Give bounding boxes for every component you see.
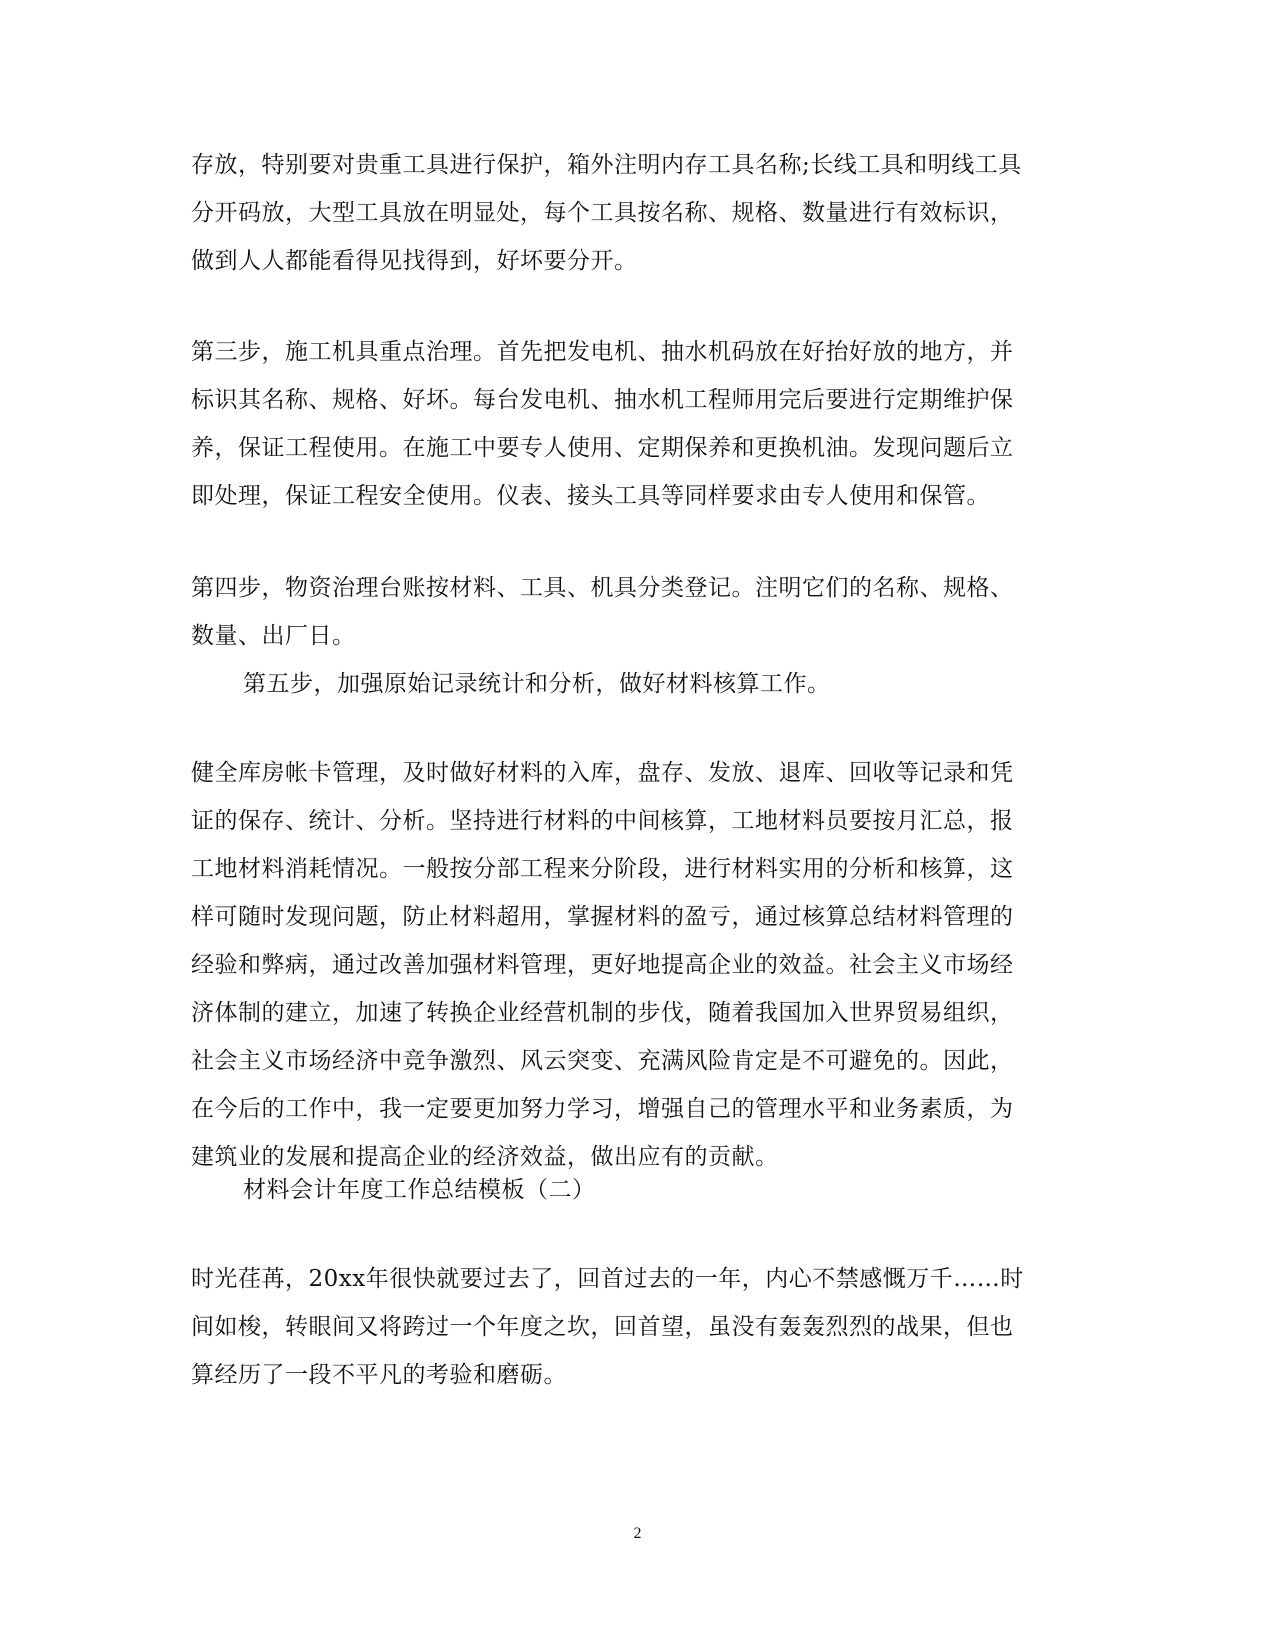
paragraph-warehouse-management [191, 749, 1091, 1181]
text-line: 养，保证工程使用。在施工中要专人使用、定期保养和更换机油。发现问题后立 [191, 435, 1014, 461]
text-line: 标识其名称、规格、好坏。每台发电机、抽水机工程师用完后要进行定期维护保 [191, 387, 1014, 413]
text-line: 工地材料消耗情况。一般按分部工程来分阶段，进行材料实用的分析和核算，这 [191, 856, 1014, 882]
page-number: 2 [633, 1525, 642, 1542]
text-line: 材料会计年度工作总结模板（二） [243, 1177, 596, 1203]
text-line: 建筑业的发展和提高企业的经济效益，做出应有的贡献。 [191, 1144, 779, 1170]
text-line: 分开码放，大型工具放在明显处，每个工具按名称、规格、数量进行有效标识， [191, 200, 1014, 226]
text-line: 第四步，物资治理台账按材料、工具、机具分类登记。注明它们的名称、规格、 [191, 575, 1014, 601]
text-line: 即处理，保证工程安全使用。仪表、接头工具等同样要求由专人使用和保管。 [191, 483, 990, 509]
text-line: 社会主义市场经济中竞争激烈、风云突变、充满风险肯定是不可避免的。因此， [191, 1048, 1014, 1074]
text-line: 样可随时发现问题，防止材料超用，掌握材料的盈亏，通过核算总结材料管理的 [191, 904, 1014, 930]
section-heading [243, 1166, 1143, 1214]
text-line: 第五步，加强原始记录统计和分析，做好材料核算工作。 [243, 671, 831, 697]
paragraph-year-review [191, 1255, 1091, 1399]
text-line: 做到人人都能看得见找得到，好坏要分开。 [191, 248, 638, 274]
text-line: 间如梭，转眼间又将跨过一个年度之坎，回首望，虽没有轰轰烈烈的战果，但也 [191, 1314, 1014, 1340]
text-line: 数量、出厂日。 [191, 623, 356, 649]
paragraph-step-five [243, 660, 1143, 708]
text-line: 健全库房帐卡管理，及时做好材料的入库，盘存、发放、退库、回收等记录和凭 [191, 760, 1014, 786]
text-line: 证的保存、统计、分析。坚持进行材料的中间核算，工地材料员要按月汇总，报 [191, 808, 1014, 834]
text-line: 第三步，施工机具重点治理。首先把发电机、抽水机码放在好抬好放的地方，并 [191, 339, 1014, 365]
text-line: 存放，特别要对贵重工具进行保护，箱外注明内存工具名称;长线工具和明线工具 [191, 152, 1022, 178]
text-line: 算经历了一段不平凡的考验和磨砺。 [191, 1362, 567, 1388]
paragraph-tool-storage [191, 141, 1091, 285]
text-line: 时光荏苒，20xx年很快就要过去了，回首过去的一年，内心不禁感慨万千……时 [191, 1266, 1024, 1292]
text-line: 在今后的工作中，我一定要更加努力学习，增强自己的管理水平和业务素质，为 [191, 1096, 1014, 1122]
paragraph-step-three [191, 328, 1091, 520]
text-line: 经验和弊病，通过改善加强材料管理，更好地提高企业的效益。社会主义市场经 [191, 952, 1014, 978]
text-line: 济体制的建立，加速了转换企业经营机制的步伐，随着我国加入世界贸易组织， [191, 1000, 1014, 1026]
paragraph-step-four [191, 564, 1091, 660]
